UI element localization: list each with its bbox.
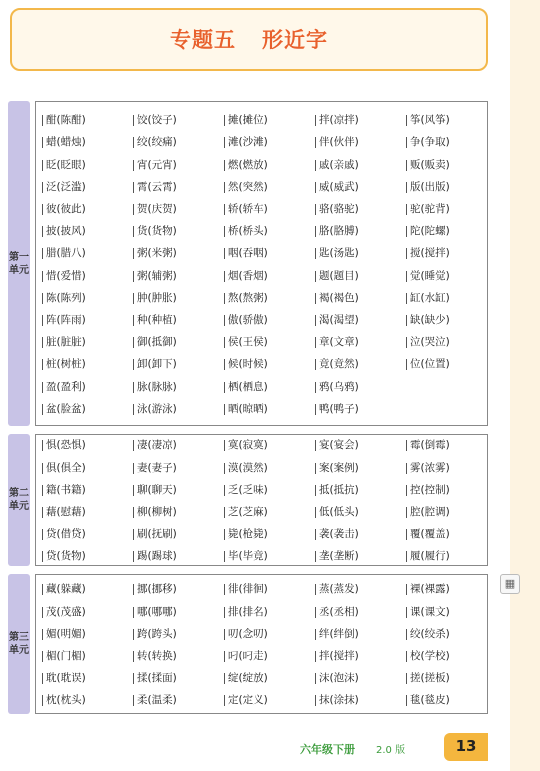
word-cell: 枕(枕头) [46,689,86,711]
word-cell: 肿(肿胀) [137,287,177,309]
unit-word-box [35,434,488,566]
unit-section [8,101,496,426]
word-cell: 卸(卸下) [137,353,177,375]
word-cell: 腔(腔调) [410,501,450,523]
table-row [36,578,487,600]
word-cell: 傲(骄傲) [228,309,268,331]
word-cell: 霄(云霄) [137,176,177,198]
word-cell: 拌(搅拌) [319,645,359,667]
word-cell: 筝(风筝) [410,109,450,131]
word-cell: 轿(轿车) [228,198,268,220]
word-cell: 燃(燃放) [228,154,268,176]
word-cell: 缸(水缸) [410,287,450,309]
word-cell: 叨(念叨) [228,623,268,645]
word-cell: 芝(芝麻) [228,501,268,523]
word-cell: 种(种植) [137,309,177,331]
table-row [36,176,487,198]
word-cell: 聊(聊天) [137,479,177,501]
word-cell: 胳(胳膊) [319,220,359,242]
word-cell: 漠(漠然) [228,457,268,479]
table-row [36,601,487,623]
unit-label: 第一单元 [9,251,29,276]
table-row [36,242,487,264]
word-cell: 泛(泛滥) [46,176,86,198]
word-cell: 拌(凉拌) [319,109,359,131]
word-cell: 伴(伙伴) [319,131,359,153]
word-cell: 盆(脸盆) [46,398,86,420]
word-cell: 匙(汤匙) [319,242,359,264]
word-cell: 脏(脏脏) [46,331,86,353]
word-cell: 侯(王侯) [228,331,268,353]
word-cell: 毯(毯皮) [410,689,450,711]
table-row [36,545,487,567]
word-cell: 叼(叼走) [228,645,268,667]
word-cell: 校(学校) [410,645,450,667]
word-cell: 陈(陈列) [46,287,86,309]
table-row [36,265,487,287]
word-cell: 贷(货物) [46,545,86,567]
word-cell: 渴(渴望) [319,309,359,331]
unit-word-box [35,101,488,426]
word-cell: 觉(睡觉) [410,265,450,287]
word-cell: 腊(腊八) [46,242,86,264]
word-cell: 骆(骆驼) [319,198,359,220]
word-cell: 酣(陈酣) [46,109,86,131]
word-cell: 然(突然) [228,176,268,198]
word-cell: 搓(搓板) [410,667,450,689]
word-cell: 盈(盈利) [46,376,86,398]
word-cell: 泳(游泳) [137,398,177,420]
word-cell: 披(披风) [46,220,86,242]
word-cell: 阵(阵雨) [46,309,86,331]
word-cell: 柳(柳树) [137,501,177,523]
word-cell: 争(争取) [410,131,450,153]
word-cell: 宴(宴会) [319,434,359,456]
word-cell: 寞(寂寞) [228,434,268,456]
word-cell: 徘(徘徊) [228,578,268,600]
table-row [36,457,487,479]
word-cell: 咽(吞咽) [228,242,268,264]
word-cell: 栖(栖息) [228,376,268,398]
word-cell: 饺(饺子) [137,109,177,131]
word-cell: 雾(浓雾) [410,457,450,479]
table-row [36,523,487,545]
word-cell: 裸(裸露) [410,578,450,600]
word-cell: 耽(耽误) [46,667,86,689]
word-cell: 戚(亲戚) [319,154,359,176]
word-cell: 贺(庆贺) [137,198,177,220]
word-cell: 课(课文) [410,601,450,623]
table-row [36,331,487,353]
word-cell: 乏(乏味) [228,479,268,501]
unit-tab [8,574,30,714]
word-cell: 摊(摊位) [228,109,268,131]
word-cell: 威(威武) [319,176,359,198]
word-cell: 贷(借贷) [46,523,86,545]
word-cell: 位(位置) [410,353,450,375]
word-cell: 版(出版) [410,176,450,198]
word-cell: 垄(垄断) [319,545,359,567]
table-row [36,220,487,242]
unit-word-box [35,574,488,714]
unit-label: 第二单元 [9,488,29,512]
page-number-badge [444,733,488,761]
unit-tab [8,434,30,566]
table-row [36,131,487,153]
word-cell: 惜(爱惜) [46,265,86,287]
word-cell: 蒸(蒸发) [319,578,359,600]
table-row [36,109,487,131]
word-cell: 彼(彼此) [46,198,86,220]
word-cell: 蜡(蜡烛) [46,131,86,153]
table-row [36,154,487,176]
word-cell: 转(转换) [137,645,177,667]
word-cell: 楣(门楣) [46,645,86,667]
word-cell: 藏(躲藏) [46,578,86,600]
page-title [12,24,486,54]
word-cell: 俱(俱全) [46,457,86,479]
title-subject: 形近字 [262,28,328,52]
word-cell: 贩(贩卖) [410,154,450,176]
word-cell: 题(题目) [319,265,359,287]
word-cell: 霉(倒霉) [410,434,450,456]
word-cell: 定(定义) [228,689,268,711]
word-cell: 竟(竟然) [319,353,359,375]
word-cell: 脉(脉脉) [137,376,177,398]
table-row [36,434,487,456]
table-row [36,479,487,501]
word-cell: 粥(米粥) [137,242,177,264]
word-cell: 鸭(鸭子) [319,398,359,420]
word-cell: 挪(挪移) [137,578,177,600]
table-row [36,376,487,398]
word-cell: 惧(恐惧) [46,434,86,456]
word-cell: 藉(慰藉) [46,501,86,523]
page-number: 13 [455,737,477,755]
word-cell: 妻(妻子) [137,457,177,479]
word-cell: 泣(哭泣) [410,331,450,353]
word-cell: 丞(丞相) [319,601,359,623]
word-cell: 茂(茂盛) [46,601,86,623]
word-cell: 凄(凄凉) [137,434,177,456]
word-cell: 烟(香烟) [228,265,268,287]
word-cell: 候(时候) [228,353,268,375]
table-row [36,353,487,375]
word-cell: 排(排名) [228,601,268,623]
table-row [36,689,487,711]
grid-icon[interactable]: ▦ [500,574,520,594]
word-cell: 滩(沙滩) [228,131,268,153]
word-cell: 绞(绞杀) [410,623,450,645]
unit-label: 第三单元 [9,632,29,656]
word-cell: 绽(绽放) [228,667,268,689]
word-cell: 抹(涂抹) [319,689,359,711]
footer-version: 2.0 版 [376,745,406,756]
word-cell: 哪(哪哪) [137,601,177,623]
unit-section [8,574,496,714]
word-cell: 媚(明媚) [46,623,86,645]
word-cell: 粥(辅粥) [137,265,177,287]
word-cell: 货(货物) [137,220,177,242]
word-cell: 抵(抵抗) [319,479,359,501]
table-row [36,198,487,220]
word-cell: 覆(覆盖) [410,523,450,545]
word-cell: 袭(袭击) [319,523,359,545]
word-cell: 桥(桥头) [228,220,268,242]
word-cell: 踢(踢球) [137,545,177,567]
word-cell: 陀(陀螺) [410,220,450,242]
word-cell: 驼(驼背) [410,198,450,220]
word-cell: 案(案例) [319,457,359,479]
word-cell: 章(文章) [319,331,359,353]
word-cell: 御(抵御) [137,331,177,353]
unit-section [8,434,496,566]
word-cell: 跨(跨头) [137,623,177,645]
table-row [36,623,487,645]
word-cell: 绊(绊倒) [319,623,359,645]
title-banner [10,8,488,71]
table-row [36,501,487,523]
word-cell: 熬(熬粥) [228,287,268,309]
word-cell: 低(低头) [319,501,359,523]
page-corner-decoration [510,0,540,771]
title-topic: 专题五 [170,28,236,52]
word-cell: 刷(抚刷) [137,523,177,545]
word-cell: 籍(书籍) [46,479,86,501]
word-cell: 鸦(乌鸦) [319,376,359,398]
word-cell: 毙(枪毙) [228,523,268,545]
word-cell: 控(控制) [410,479,450,501]
word-cell: 缺(缺少) [410,309,450,331]
word-cell: 绞(绞痛) [137,131,177,153]
table-row [36,667,487,689]
word-cell: 柔(温柔) [137,689,177,711]
unit-tab [8,101,30,426]
word-cell: 揉(揉面) [137,667,177,689]
word-cell: 晒(晾晒) [228,398,268,420]
word-cell: 眨(眨眼) [46,154,86,176]
word-cell: 毕(毕竟) [228,545,268,567]
word-cell: 桩(树桩) [46,353,86,375]
table-row [36,287,487,309]
word-cell: 履(履行) [410,545,450,567]
word-cell: 宵(元宵) [137,154,177,176]
footer-grade-label: 六年级下册 [300,743,355,756]
table-row [36,309,487,331]
table-row [36,645,487,667]
word-cell: 褐(褐色) [319,287,359,309]
word-cell: 沫(泡沫) [319,667,359,689]
word-cell: 搅(搅拌) [410,242,450,264]
table-row [36,398,487,420]
